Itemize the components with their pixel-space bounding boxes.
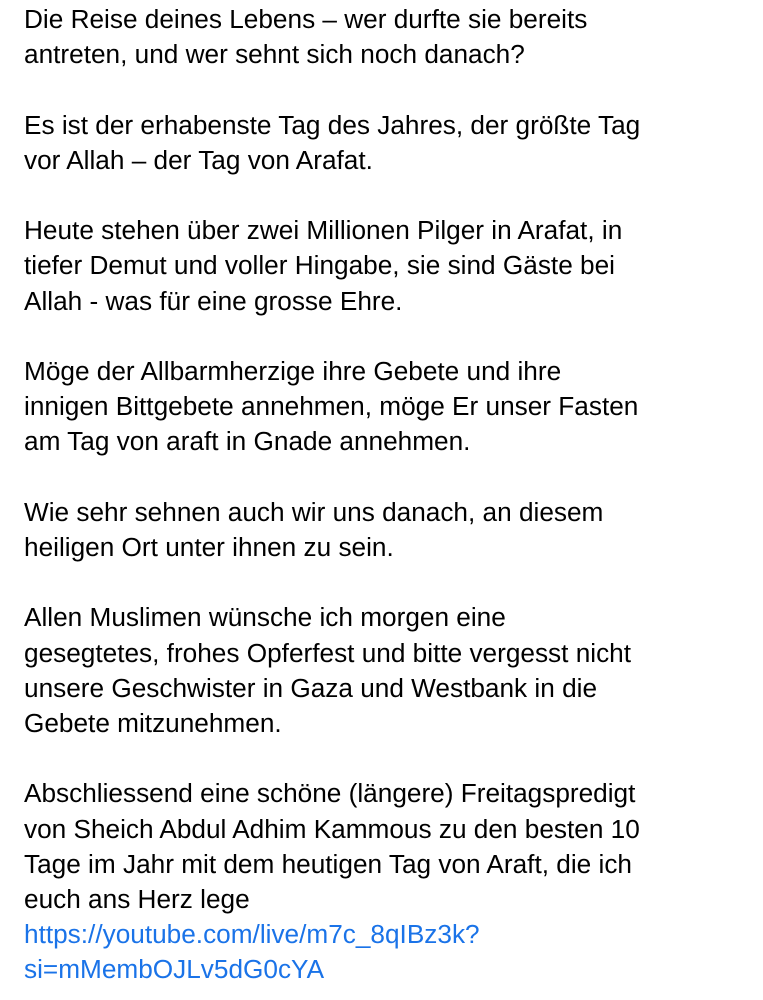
message-paragraph: Allen Muslimen wünsche ich morgen eine gesegtetes, frohes Opferfest und bitte vergesst nicht unsere Geschwister in Gaza und Westbank in die Gebete mitzunehmen. — [24, 602, 632, 738]
message-paragraph: Heute stehen über zwei Millionen Pilger in Arafat, in tiefer Demut und voller Hingabe, sie sind Gäste bei Allah - was für eine grosse Ehre. — [24, 215, 623, 316]
message-paragraph: Wie sehr sehnen auch wir uns danach, an diesem heiligen Ort unter ihnen zu sein. — [24, 496, 604, 562]
message-paragraph: Möge der Allbarmherzige ihre Gebete und ihre innigen Bittgebete annehmen, möge Er unser Fasten am Tag von araft in Gnade annehmen. — [24, 355, 639, 457]
youtube-link[interactable]: https://youtube.com/live/m7c_8qIBz3k? si=mMembOJLv5dG0cYA — [24, 919, 480, 985]
message-body — [24, 2, 754, 988]
message-paragraph: Die Reise deines Lebens – wer durfte sie bereits antreten, und wer sehnt sich noch danach? — [24, 4, 588, 70]
message-paragraph: Abschliessend eine schöne (längere) Freitagspredigt von Sheich Abdul Adhim Kammous zu den besten 10 Tage im Jahr mit dem heutigen Tag von Araft, die ich euch ans Herz lege — [24, 778, 640, 914]
message-paragraph: Es ist der erhabenste Tag des Jahres, der größte Tag vor Allah – der Tag von Arafat. — [24, 109, 641, 175]
